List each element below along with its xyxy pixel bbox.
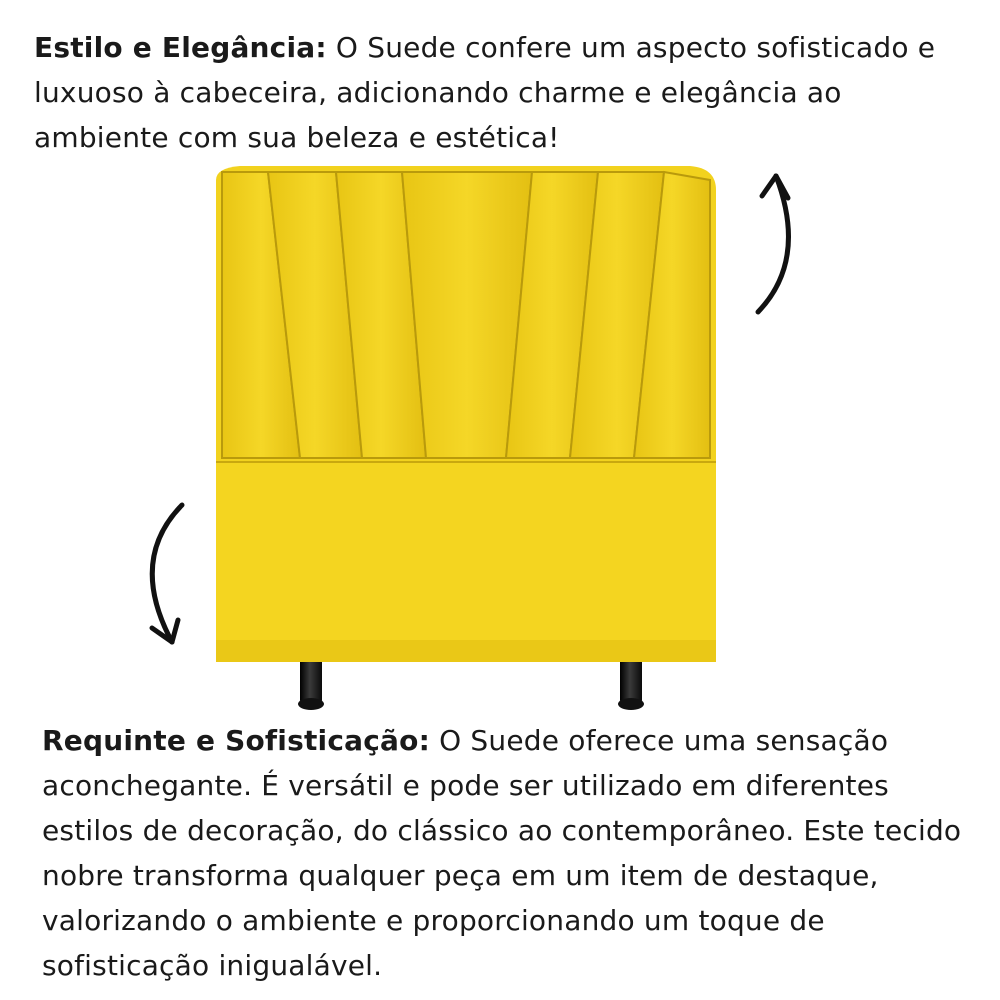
right-leg-foot: [618, 698, 644, 710]
bottom-heading: Requinte e Sofisticação:: [42, 724, 430, 757]
curved-arrow-up-icon: [758, 176, 788, 312]
curved-arrow-down-icon: [152, 505, 182, 642]
top-heading: Estilo e Elegância:: [34, 31, 327, 64]
headboard-lower-panel: [216, 462, 716, 662]
headboard-pleats: [222, 172, 710, 458]
lower-panel-shadow: [216, 640, 716, 662]
headboard-legs: [298, 655, 644, 710]
top-body: O Suede confere um aspecto sofisticado e luxuoso à cabeceira, adicionando charme e elegância ao ambiente com sua beleza e estética!: [34, 31, 936, 154]
bottom-body: O Suede oferece uma sensação aconchegante. É versátil e pode ser utilizado em diferentes estilos de decoração, do clássico ao contemporâneo. Este tecido nobre transforma qualquer peça em um item de destaque, valorizando o ambiente e proporcionando um toque de sofisticação inigualável.: [42, 724, 962, 982]
left-leg-foot: [298, 698, 324, 710]
left-leg: [300, 655, 322, 705]
right-leg: [620, 655, 642, 705]
bottom-description: [42, 718, 972, 988]
headboard-body: [216, 166, 716, 662]
